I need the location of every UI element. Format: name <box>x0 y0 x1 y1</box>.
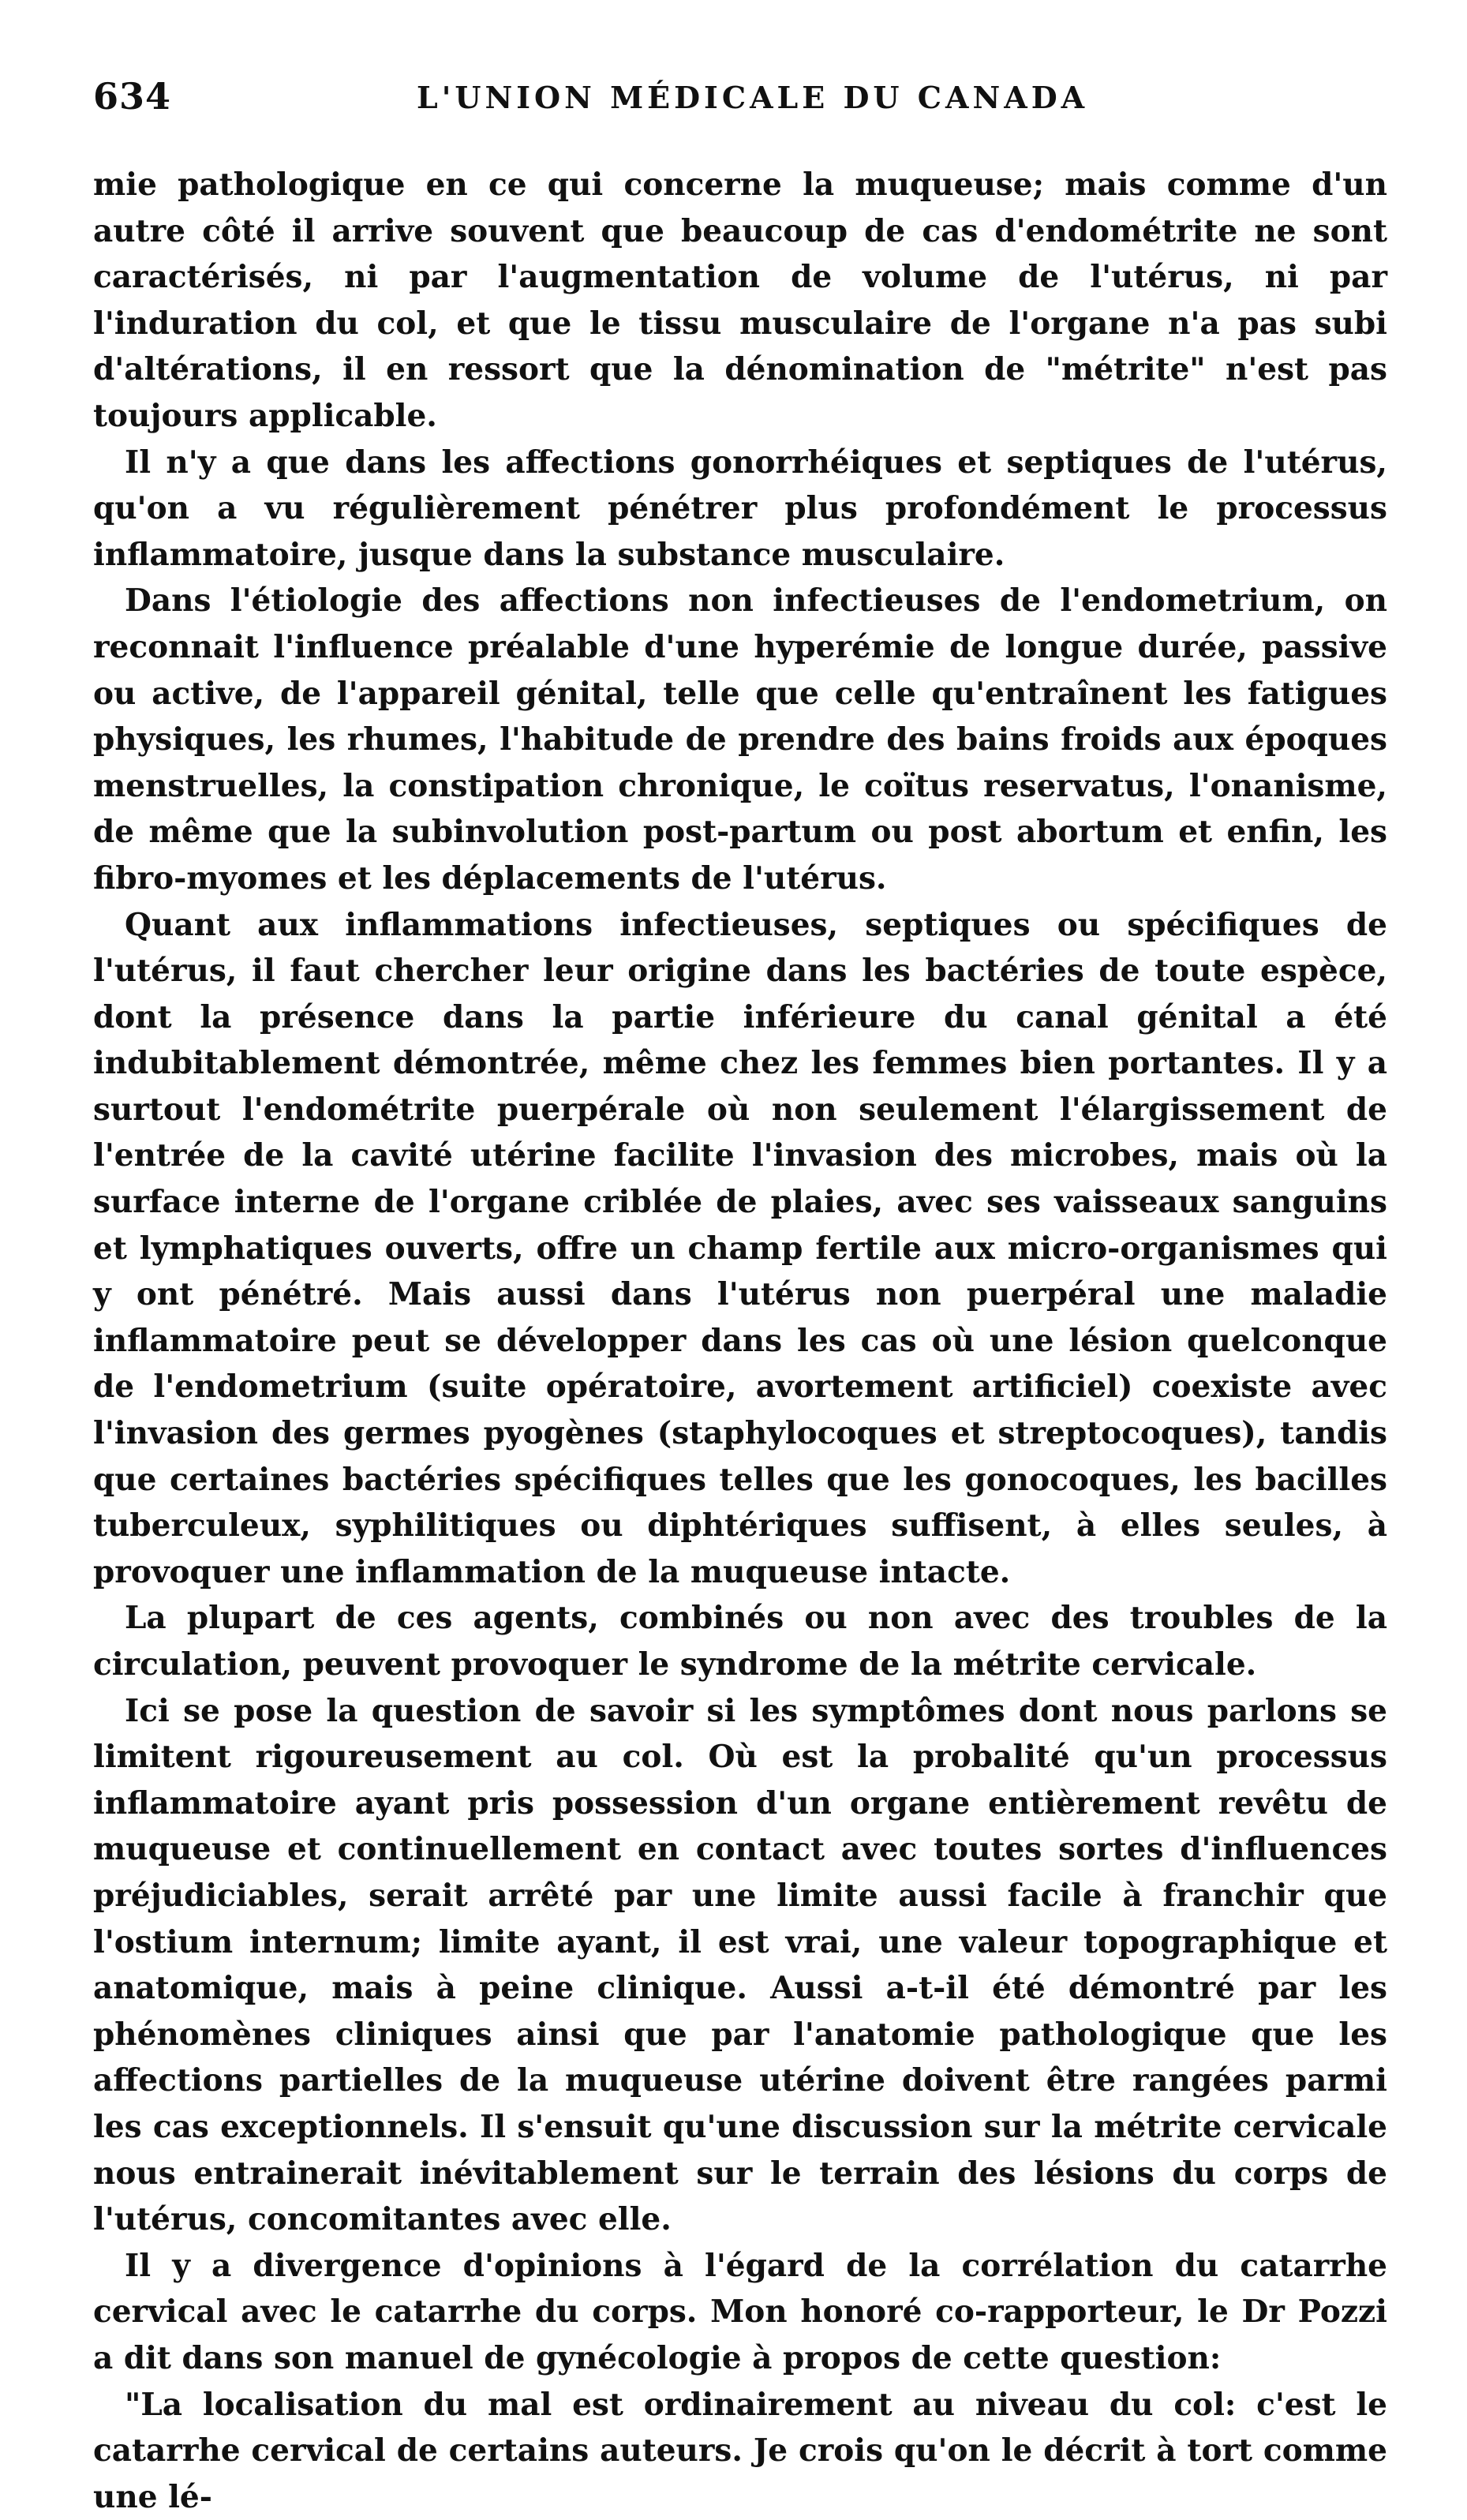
paragraph: Quant aux inflammations infectieuses, septiques ou spécifiques de l'utérus, il faut chercher leur origine dans les bactéries de toute espèce, dont la présence dans la partie inférieure du canal génital a été indubitablement démontrée, même chez les femmes bien portantes. Il y a surtout l'endométrite puerpérale où non seulement l'élargissement de l'entrée de la cavité utérine facilite l'invasion des microbes, mais où la surface interne de l'organe criblée de plaies, avec ses vaisseaux sanguins et lymphatiques ouverts, offre un champ fertile aux micro-organismes qui y ont pénétré. Mais aussi dans l'utérus non puerpéral une maladie inflammatoire peut se développer dans les cas où une lésion quelconque de l'endometrium (suite opératoire, avortement artificiel) coexiste avec l'invasion des germes pyogènes (staphylocoques et streptocoques), tandis que certaines bactéries spécifiques telles que les gonocoques, les bacilles tuberculeux, syphilitiques ou diphtériques suffisent, à elles seules, à provoquer une inflammation de la muqueuse intacte. <box>93 902 1387 1596</box>
paragraph: Il n'y a que dans les affections gonorrhéiques et septiques de l'utérus, qu'on a vu régulièrement pénétrer plus profondément le processus inflammatoire, jusque dans la substance musculaire. <box>93 440 1387 579</box>
paragraph: Dans l'étiologie des affections non infectieuses de l'endometrium, on reconnait l'influence préalable d'une hyperémie de longue durée, passive ou active, de l'appareil génital, telle que celle qu'entraînent les fatigues physiques, les rhumes, l'habitude de prendre des bains froids aux époques menstruelles, la constipation chronique, le coïtus reservatus, l'onanisme, de même que la subinvolution post-partum ou post abortum et enfin, les fibro-myomes et les déplacements de l'utérus. <box>93 578 1387 901</box>
paragraph: Il y a divergence d'opinions à l'égard de la corrélation du catarrhe cervical avec le catarrhe du corps. Mon honoré co-rapporteur, le Dr Pozzi a dit dans son manuel de gynécologie à propos de cette question: <box>93 2243 1387 2382</box>
paragraph: Ici se pose la question de savoir si les symptômes dont nous parlons se limitent rigoureusement au col. Où est la probalité qu'un processus inflammatoire ayant pris possession d'un organe entièrement revêtu de muqueuse et continuellement en contact avec toutes sortes d'influences préjudiciables, serait arrêté par une limite aussi facile à franchir que l'ostium internum; limite ayant, il est vrai, une valeur topographique et anatomique, mais à peine clinique. Aussi a-t-il été démontré par les phénomènes cliniques ainsi que par l'anatomie pathologique que les affections partielles de la muqueuse utérine doivent être rangées parmi les cas exceptionnels. Il s'ensuit qu'une discussion sur la métrite cervicale nous entrainerait inévitablement sur le terrain des lésions du corps de l'utérus, concomitantes avec elle. <box>93 1688 1387 2243</box>
document-page <box>93 75 1387 2520</box>
paragraph: mie pathologique en ce qui concerne la muqueuse; mais comme d'un autre côté il arrive souvent que beaucoup de cas d'endométrite ne sont caractérisés, ni par l'augmentation de volume de l'utérus, ni par l'induration du col, et que le tissu musculaire de l'organe n'a pas subi d'altérations, il en ressort que la dénomination de "métrite" n'est pas toujours applicable. <box>93 162 1387 440</box>
page-number: 634 <box>93 75 171 118</box>
page-header <box>93 75 1387 146</box>
quote-paragraph: "La localisation du mal est ordinairement au niveau du col: c'est le catarrhe cervical de certains auteurs. Je crois qu'on le décrit à tort comme une lé- <box>93 2382 1387 2520</box>
paragraph: La plupart de ces agents, combinés ou non avec des troubles de la circulation, peuvent provoquer le syndrome de la métrite cervicale. <box>93 1595 1387 1687</box>
running-title: L'UNION MÉDICALE DU CANADA <box>417 80 1088 115</box>
body-text <box>93 162 1387 2520</box>
